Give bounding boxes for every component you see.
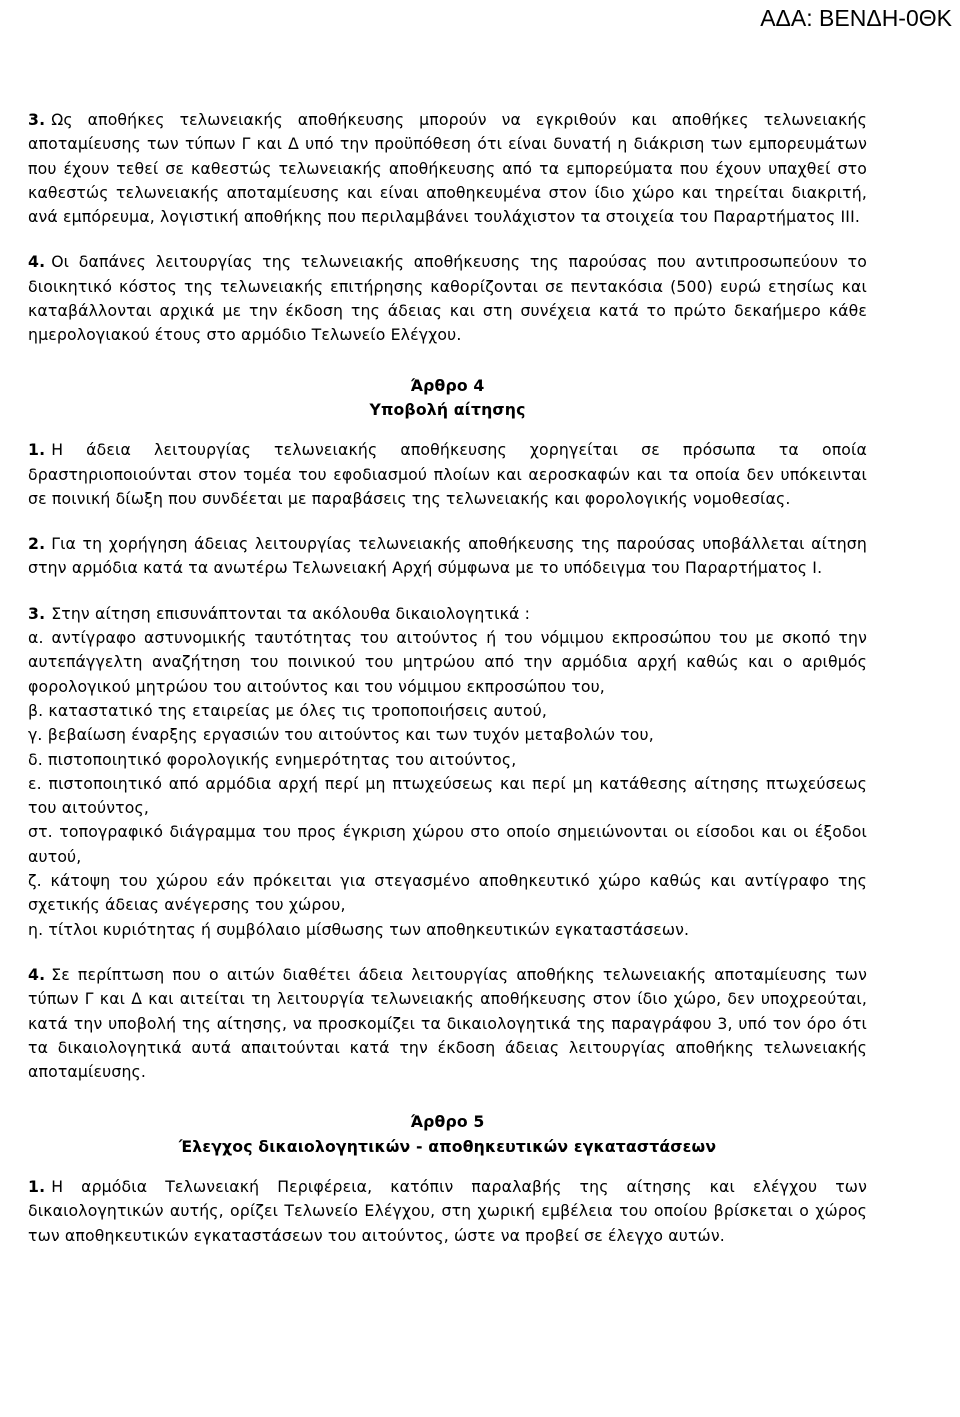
paragraph-4 — [28, 250, 867, 347]
article-4-paragraph-4 — [28, 963, 867, 1084]
article-4-paragraph-3 — [28, 602, 867, 626]
paragraph-text: Η αρμόδια Τελωνειακή Περιφέρεια, κατόπιν παραλαβής της αίτησης και ελέγχου των δικαιολογητικών αυτής, ορίζει Τελωνείο Ελέγχου, στη χωρική εμβέλεια του οποίου βρίσκεται ο χώρος των αποθηκευτικών εγκαταστάσεων του αιτούντος, ώστε να προβεί σε έλεγχο αυτών. — [28, 1176, 867, 1245]
article-4-subtitle: Υποβολή αίτησης — [369, 399, 526, 419]
list-item-c: γ. βεβαίωση έναρξης εργασιών του αιτούντος και των τυχόν μεταβολών του, — [28, 725, 654, 745]
list-item-h: η. τίτλοι κυριότητας ή συμβόλαιο μίσθωσης των αποθηκευτικών εγκαταστάσεων. — [28, 919, 690, 939]
list-item-b: β. καταστατικό της εταιρείας με όλες τις τροποποιήσεις αυτού, — [28, 700, 547, 720]
paragraph-number: 3. — [28, 603, 46, 623]
list-item-z: ζ. κάτοψη του χώρου εάν πρόκειται για στεγασμένο αποθηκευτικό χώρο καθώς και αντίγραφο της σχετικής άδειας ανέγερσης του χώρου, — [28, 871, 867, 915]
paragraph-text: Στην αίτηση επισυνάπτονται τα ακόλουθα δικαιολογητικά : — [51, 603, 531, 623]
article-4-title: Άρθρο 4 — [410, 375, 485, 395]
article-5-title: Άρθρο 5 — [410, 1112, 485, 1132]
paragraph-text: Οι δαπάνες λειτουργίας της τελωνειακής αποθήκευσης της παρούσας που αντιπροσωπεύουν το διοικητικό κόστος της τελωνειακής επιτήρησης καθορίζονται σε πεντακόσια (500) ευρώ ετησίως και καταβάλλονται αρχικά με την έκδοση της άδειας και στη συνέχεια κατά το πρώτο δεκαήμερο κάθε ημερολογιακού έτους στο αρμόδιο Τελωνείο Ελέγχου. — [28, 252, 867, 345]
list-item-st: στ. τοπογραφικό διάγραμμα του προς έγκριση χώρου στο οποίο σημειώνονται οι είσοδοι και οι έξοδοι αυτού, — [28, 822, 867, 866]
paragraph-number: 1. — [28, 1176, 46, 1196]
list-item-d: δ. πιστοποιητικό φορολογικής ενημερότητας του αιτούντος, — [28, 749, 517, 769]
paragraph-number: 2. — [28, 534, 46, 554]
paragraph-number: 3. — [28, 110, 46, 129]
document-body — [28, 108, 867, 1248]
paragraph-text: Σε περίπτωση που ο αιτών διαθέτει άδεια λειτουργίας αποθήκης τελωνειακής αποταμίευσης των τύπων Γ και Δ και αιτείται τη λειτουργία τελωνειακής αποθήκευσης στον ίδιο χώρο, δεν υποχρεούται, κατά την υποβολή της αίτησης, να προσκομίζει τα δικαιολογητικά της παραγράφου 3, υπό τον όρο ότι τα δικαιολογητικά αυτά απαιτούνται κατά την έκδοση άδειας λειτουργίας αποθήκης τελωνειακής αποταμίευσης. — [28, 964, 867, 1082]
article-5-subtitle: Έλεγχος δικαιολογητικών - αποθηκευτικών εγκαταστάσεων — [178, 1136, 717, 1156]
paragraph-number: 4. — [28, 252, 46, 272]
paragraph-text: Για τη χορήγηση άδειας λειτουργίας τελωνειακής αποθήκευσης της παρούσας υποβάλλεται αίτηση στην αρμόδια κατά τα ανωτέρω Τελωνειακή Αρχή σύμφωνα με το υπόδειγμα του Παραρτήματος Ι. — [28, 534, 867, 578]
paragraph-number: 4. — [28, 964, 46, 984]
list-item-a: α. αντίγραφο αστυνομικής ταυτότητας του αιτούντος ή του νόμιμου εκπροσώπου του με σκοπό την αυτεπάγγελτη αναζήτηση του ποινικού του μητρώου από την αρμόδια αρχή καθώς και ο αριθμός φορολογικού μητρώου του αιτούντος και του νόμιμου εκπροσώπου του, — [28, 628, 867, 696]
document-ada-code: ΑΔΑ: ΒΕΝΔΗ-0ΘΚ — [760, 5, 952, 31]
paragraph-3 — [28, 108, 867, 229]
paragraph-text: Η άδεια λειτουργίας τελωνειακής αποθήκευσης χορηγείται σε πρόσωπα τα οποία δραστηριοποιούνται στον τομέα του εφοδιασμού πλοίων και αεροσκαφών και τα οποία δεν υπόκεινται σε ποινική δίωξη που συνδέεται με παραβάσεις της τελωνειακής και φορολογικής νομοθεσίας. — [28, 440, 867, 508]
article-4-paragraph-2 — [28, 532, 867, 581]
article-4-paragraph-1 — [28, 438, 867, 511]
paragraph-number: 1. — [28, 440, 46, 460]
article-5-paragraph-1 — [28, 1175, 867, 1248]
paragraph-text: Ως αποθήκες τελωνειακής αποθήκευσης μπορούν να εγκριθούν και αποθήκες τελωνειακής αποταμίευσης των τύπων Γ και Δ υπό την προϋπόθεση ότι είναι δυνατή η διάκριση των εμπορευμάτων που έχουν τεθεί σε καθεστώς τελωνειακής αποθήκευσης από τα εμπορεύματα που έχουν υπαχθεί στο καθεστώς τελωνειακής αποταμίευσης και είναι αποθηκευμένα στον ίδιο χώρο και τηρείται διακριτή, ανά εμπόρευμα, λογιστική αποθήκης που περιλαμβάνει τουλάχιστον τα στοιχεία του Παραρτήματος ΙΙΙ. — [28, 110, 867, 227]
list-item-e: ε. πιστοποιητικό από αρμόδια αρχή περί μη πτωχεύσεως και περί μη κατάθεσης αίτησης πτωχεύσεως του αιτούντος, — [28, 773, 867, 818]
